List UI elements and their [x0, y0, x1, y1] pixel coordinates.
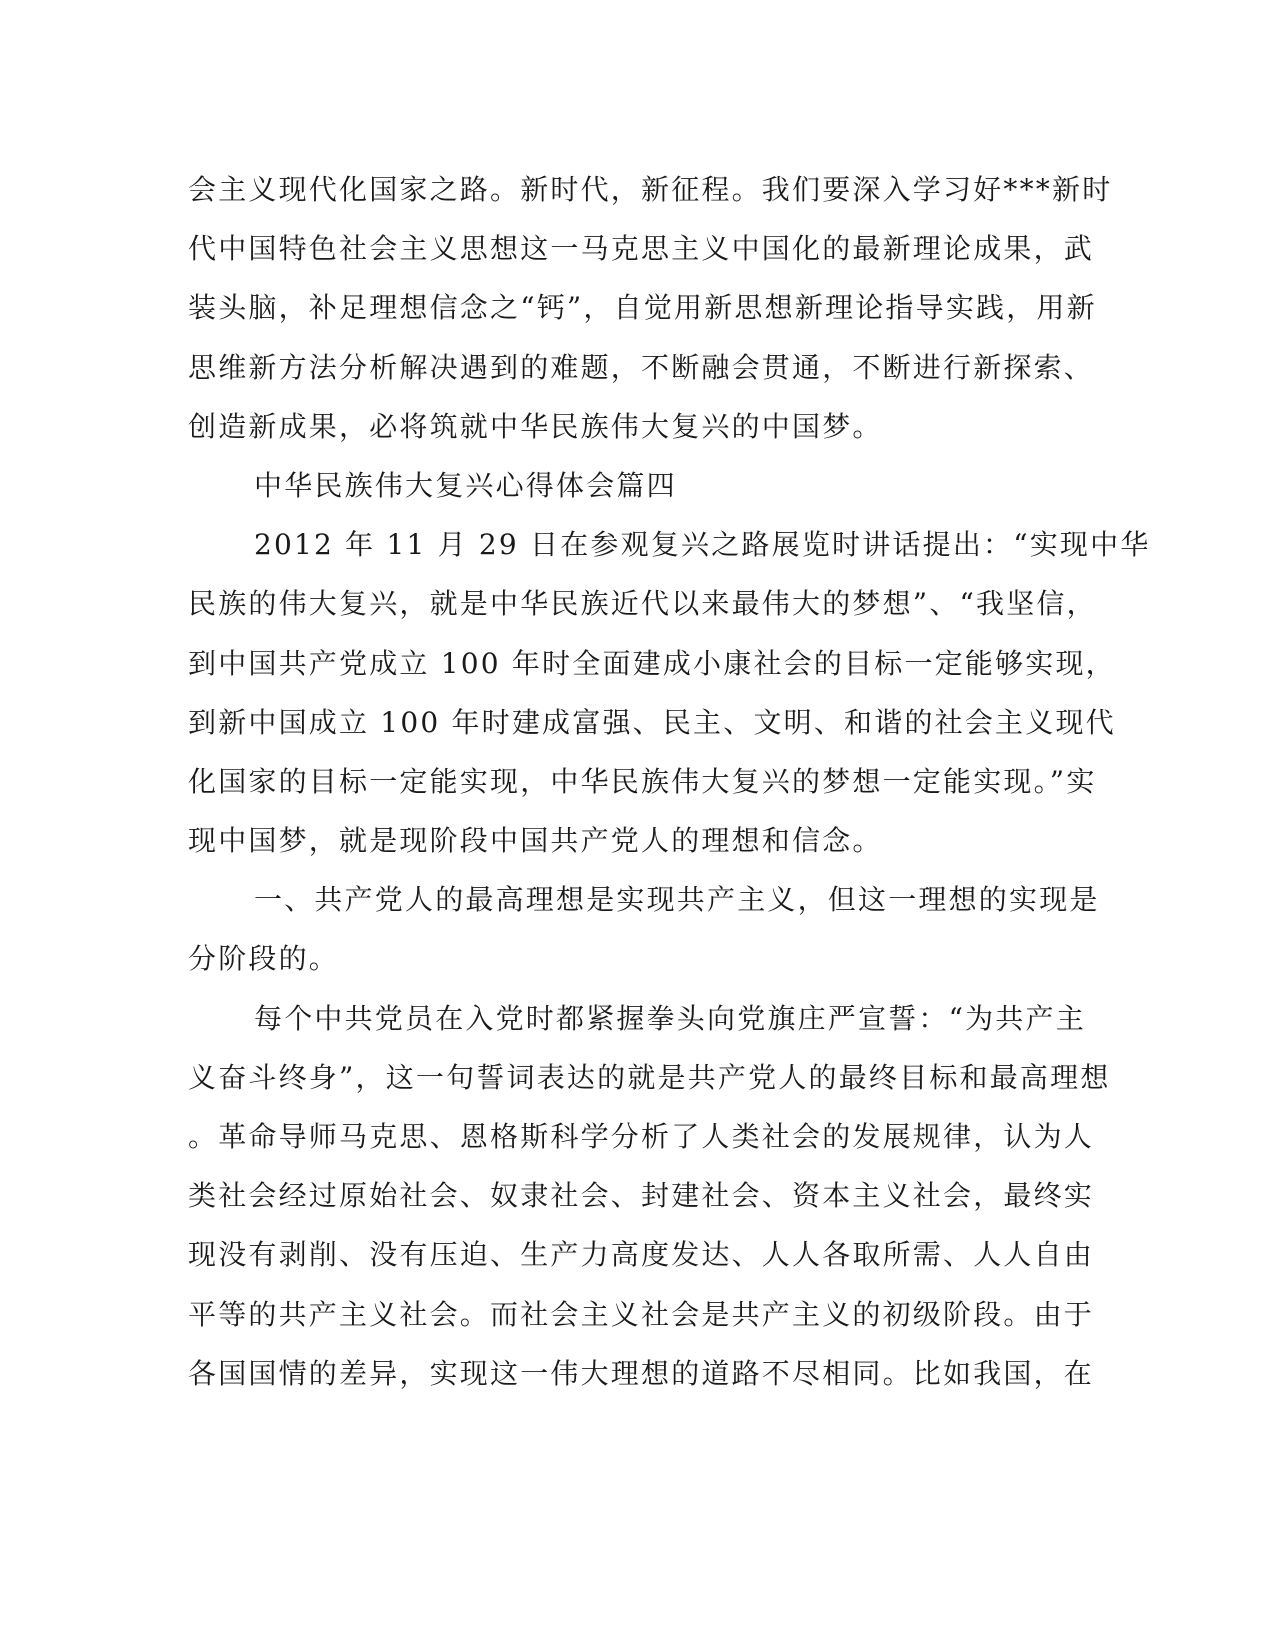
text-line: 平等的共产主义社会。而社会主义社会是共产主义的初级阶段。由于: [188, 1297, 1095, 1331]
text-line: 代中国特色社会主义思想这一马克思主义中国化的最新理论成果，武: [188, 232, 1095, 266]
text-line: 到中国共产党成立 100 年时全面建成小康社会的目标一定能够实现，: [188, 646, 1116, 680]
text-line: 会主义现代化国家之路。新时代，新征程。我们要深入学习好***新时: [188, 173, 1113, 206]
text-line: 分阶段的。: [188, 942, 340, 976]
text-line: 思维新方法分析解决遇到的难题，不断融会贯通，不断进行新探索、: [188, 350, 1095, 384]
text-line: 各国国情的差异，实现这一伟大理想的道路不尽相同。比如我国，在: [188, 1356, 1095, 1390]
text-line: 现没有剥削、没有压迫、生产力高度发达、人人各取所需、人人自由: [188, 1238, 1095, 1272]
text-line: 中华民族伟大复兴心得体会篇四: [254, 468, 677, 502]
text-line: 类社会经过原始社会、奴隶社会、封建社会、资本主义社会，最终实: [188, 1179, 1095, 1213]
text-line: 每个中共党员在入党时都紧握拳头向党旗庄严宣誓：“为共产主: [254, 1001, 1086, 1035]
text-line: 创造新成果，必将筑就中华民族伟大复兴的中国梦。: [188, 409, 883, 443]
text-line: 化国家的目标一定能实现，中华民族伟大复兴的梦想一定能实现。”实: [188, 764, 1097, 798]
text-line: 现中国梦，就是现阶段中国共产党人的理想和信念。: [188, 824, 883, 858]
text-line: 。革命导师马克思、恩格斯科学分析了人类社会的发展规律，认为人: [188, 1120, 1095, 1153]
text-line: 义奋斗终身”，这一句誓词表达的就是共产党人的最终目标和最高理想: [188, 1060, 1111, 1094]
document-body: [188, 160, 1151, 1403]
text-line: 一、共产党人的最高理想是实现共产主义，但这一理想的实现是: [254, 883, 1100, 917]
text-line: 到新中国成立 100 年时建成富强、民主、文明、和谐的社会主义现代: [188, 705, 1116, 739]
text-line: 装头脑，补足理想信念之“钙”，自觉用新思想新理论指导实践，用新: [188, 291, 1097, 325]
text-line: 2012 年 11 月 29 日在参观复兴之路展览时讲话提出：“实现中华: [254, 528, 1151, 562]
text-line: 民族的伟大复兴，就是中华民族近代以来最伟大的梦想”、“我坚信，: [188, 587, 1097, 621]
